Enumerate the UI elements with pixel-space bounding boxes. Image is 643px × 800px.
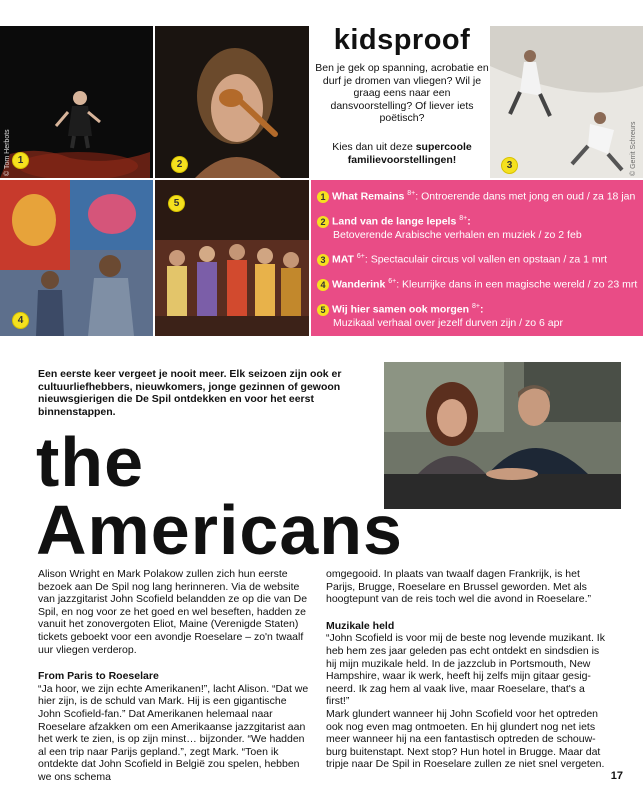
subheading: From Paris to Roeselare [38, 670, 159, 683]
photo-badge: 5 [168, 195, 185, 212]
kidsproof-cta-bold: supercoole familievoorstellingen! [347, 141, 472, 166]
photo-mat [490, 26, 643, 178]
show-number: 2 [317, 216, 329, 228]
article-column-1 [38, 568, 310, 784]
show-age: 6+ [388, 278, 397, 285]
photo-badge: 3 [501, 157, 518, 174]
show-item [317, 250, 639, 267]
kidsproof-cta [314, 141, 490, 166]
article-headline [36, 423, 403, 569]
show-number: 4 [317, 279, 329, 291]
show-age: 6+ [356, 253, 365, 260]
show-item [317, 275, 639, 292]
show-title: Wij hier samen ook morgen [332, 303, 470, 316]
photo-alison-mark [384, 362, 621, 509]
show-desc: : Kleurrijke dans in een magische wereld / zo 23 mrt [396, 278, 638, 291]
show-title: What Remains [332, 190, 405, 203]
photo-badge: 4 [12, 312, 29, 329]
show-item: 5 Wij hier samen ook morgen $^{8+}$: Muzikaal verhaal over jezelf durven zijn / zo 6 apr [317, 300, 639, 330]
show-title: MAT [332, 253, 354, 266]
photo-badge: 1 [12, 152, 29, 169]
article-intro: Een eerste keer vergeet je nooit meer. Elk seizoen zijn ook er cultuurliefhebbers, nieuwkomers, jonge gezinnen of gewoon nieuwsgierigen die De Spil ontdekken en voor het eerst binnenstappen. [38, 368, 342, 418]
page-number: 17 [610, 770, 623, 782]
photo-credit: © Tom Herbots [4, 129, 11, 176]
show-item: 2 Land van de lange lepels $^{8+}$: Betoverende Arabische verhalen en muziek / zo 2 feb [317, 212, 639, 242]
body-paragraph: “John Scofield is voor mij de beste nog levende muzikant. Ik heb hem zes jaar geleden pas echt ontdekt en sindsdien is hij mijn muzikale held. In de jazzclub in Portsmouth, New Hampshire, waar ik werk, heeft hij zelfs mijn gitaar gesig-neerd. Ik zag hem al vaak live, maar Roeselare, that's a first!” [326, 632, 605, 708]
show-desc: Betoverende Arabische verhalen en muziek / zo 2 feb [333, 228, 582, 241]
body-paragraph: “Ja hoor, we zijn echte Amerikanen!”, lacht Alison. “Dat we hier zijn, is de schuld van Mark. Hij is een gigantische John Scofield-fan.” Dat Amerikanen helemaal naar Roeselare afzakken om een Amerikaanse jazzgitarist aan het werk te zien, is op zijn minst… bijzonder. “We hadden al een trip naar Parijs gepland.”, zegt Mark. “Toen ik ontdekte dat John Scofield in België zou spelen, hebben we ons schema [38, 682, 309, 783]
show-title: Land van de lange lepels [332, 215, 457, 228]
show-item [317, 187, 639, 204]
kidsproof-cta-prefix: Kies dan uit deze [332, 141, 416, 153]
body-paragraph: omgegooid. In plaats van twaalf dagen Frankrijk, is het Parijs, Brugge, Roeselare en Brussel geworden. Met als hoogtepunt van de reis toch wel die avond in Roeselare.” [326, 568, 592, 606]
show-desc: Muzikaal verhaal over jezelf durven zijn / zo 6 apr [333, 316, 563, 329]
photo-badge: 2 [171, 156, 188, 173]
show-age: 8+ [407, 190, 416, 197]
headline-line-2: Americans [36, 491, 403, 569]
show-desc: : Ontroerende dans met jong en oud / za 18 jan [415, 190, 636, 203]
show-number: 1 [317, 191, 329, 203]
headline-line-1: the [36, 423, 144, 501]
show-list [311, 180, 643, 336]
show-number: 3 [317, 254, 329, 266]
show-title: Wanderink [332, 278, 386, 291]
show-age: 8+ [459, 215, 468, 222]
kidsproof-title: kidsproof [333, 24, 471, 56]
show-desc: : Spectaculair circus vol vallen en opstaan / za 1 mrt [364, 253, 608, 266]
show-age: 8+ [471, 303, 480, 310]
subheading: Muzikale held [326, 619, 395, 632]
body-paragraph: Alison Wright en Mark Polakow zullen zich hun eerste bezoek aan De Spil nog lang herinneren. Via de website van jazzgitarist John Scofield belandden ze op die van De Spil, en nog voor ze het goed en wel beseften, hadden ze vanuit het zonovergoten Eliot, Maine (Verenigde Staten) tickets geboekt voor een avondje Roeselare – zo'n twaalf uur vliegen verderop. [38, 568, 308, 656]
kidsproof-intro: Ben je gek op spanning, acrobatie en durf je dromen van vliegen? Wil je graag eens naar een dansvoorstelling? Of liever iets poëtisch? [315, 62, 489, 124]
photo-credit: © Gerrit Schreurs [630, 121, 637, 176]
article-column-2 [326, 568, 607, 771]
body-paragraph: Mark glundert wanneer hij John Scofield voor het optreden ook nog even mag ontmoeten. En hij glundert nog net iets meer wanneer hij na een fantastisch optreden de schouw-burg buitenstapt. Next stop? Hun hotel in Brugge. Maar dat tripje naar De Spil in Roeselare zullen ze niet snel vergeten. [326, 707, 605, 771]
show-number: 5 [317, 304, 329, 316]
